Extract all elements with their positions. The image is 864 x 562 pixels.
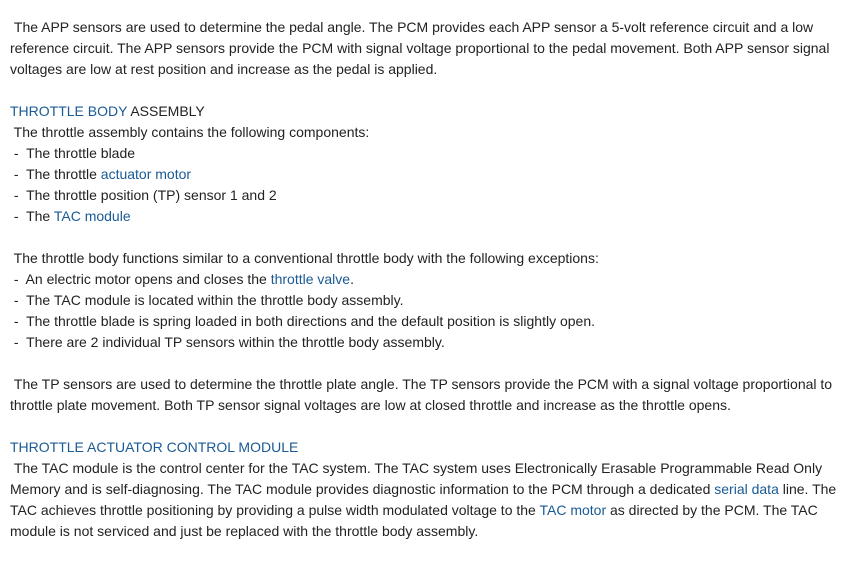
throttle-valve-link[interactable]: throttle valve	[270, 271, 351, 287]
list-item: - The throttle blade is spring loaded in both directions and the default position is slightly open.	[10, 313, 595, 329]
tac-heading[interactable]: THROTTLE ACTUATOR CONTROL MODULE	[10, 439, 299, 455]
exceptions-intro: The throttle body functions similar to a conventional throttle body with the following exceptions:	[10, 250, 599, 266]
serial-data-link[interactable]: serial data	[714, 481, 779, 497]
spacer	[10, 353, 858, 374]
throttle-body-heading-rest: ASSEMBLY	[127, 103, 205, 119]
list-item: - The throttle actuator motor	[10, 166, 192, 182]
actuator-motor-link[interactable]: actuator motor	[100, 166, 192, 182]
spacer	[10, 416, 858, 437]
tp-sensor-paragraph: The TP sensors are used to determine the throttle plate angle. The TP sensors provide the PCM with a signal voltage proportional to throttle plate movement. Both TP sensor signal voltages are low at closed throttle and increase as the throttle opens.	[10, 376, 836, 413]
tac-paragraph: The TAC module is the control center for the TAC system. The TAC system uses Electronically Erasable Programmable Read Only Memory and is self-diagnosing. The TAC module provides diagnostic information to the PCM through a dedicated serial data line. The TAC achieves throttle positioning by providing a pulse width modulated voltage to the TAC motor as directed by the PCM. The TAC module is not serviced and just be replaced with the throttle body assembly.	[10, 460, 840, 539]
list-item: - The TAC module is located within the throttle body assembly.	[10, 292, 404, 308]
tac-module-link[interactable]: TAC module	[53, 208, 131, 224]
list-item: - The throttle position (TP) sensor 1 and 2	[10, 187, 277, 203]
list-item: - The TAC module	[10, 208, 131, 224]
tac-motor-link[interactable]: TAC motor	[539, 502, 607, 518]
list-item: - An electric motor opens and closes the throttle valve.	[10, 271, 354, 287]
spacer	[10, 80, 858, 101]
throttle-body-heading	[10, 101, 858, 122]
list-item: - There are 2 individual TP sensors within the throttle body assembly.	[10, 334, 445, 350]
list-item: - The throttle blade	[10, 145, 136, 161]
app-sensor-paragraph: The APP sensors are used to determine the pedal angle. The PCM provides each APP sensor a 5-volt reference circuit and a low reference circuit. The APP sensors provide the PCM with signal voltage proportional to the pedal movement. Both APP sensor signal voltages are low at rest position and increase as the pedal is applied.	[10, 19, 834, 77]
throttle-assembly-intro: The throttle assembly contains the following components:	[10, 124, 370, 140]
throttle-body-link[interactable]: THROTTLE BODY	[10, 103, 128, 119]
spacer	[10, 227, 858, 248]
